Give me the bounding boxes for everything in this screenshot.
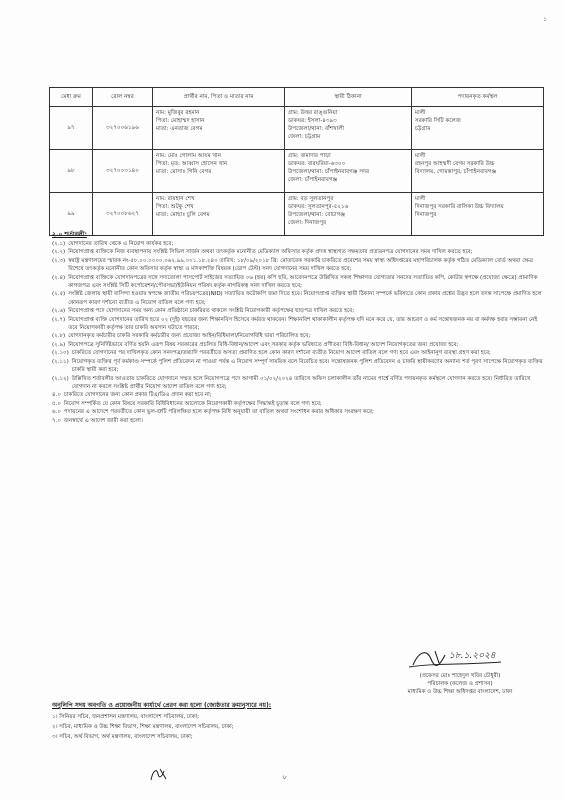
condition-text: উল্লিখিত শর্তাবলীর আওতায় চাকরিতে যোগদানে সম্মত হলে নিয়োগপত্রে পদে আগামী ০১/০২/২০২৪ তারিখে অফিস চলাকালীন তাঁর নামের পার্শ্বে বর্ণিত পদায়নকৃত কর্মস্থলে যোগদান করতে হবে। নির্ধারিত তারিখে যোগদান না করলে সংশ্লিষ্ট প্রার্থীর নিয়োগ আদেশ বাতিল বলে গণ্য হবে; — [71, 375, 531, 390]
father-name: পিতা: মৃত: আব্বাস হোসেন খান — [156, 161, 228, 167]
condition-item — [52, 290, 544, 307]
header-address: স্থায়ী ঠিকানা — [285, 88, 412, 107]
header-name: প্রার্থীর নাম, পিতা ও মাতার নাম — [153, 88, 285, 107]
posting-cell — [412, 193, 544, 236]
order-item — [52, 400, 544, 408]
condition-text: নিয়োগপ্রাপ্ত ব্যক্তিকে নিজ ব্যবস্থাপনায় সংশ্লিষ্ট সিভিল সার্জন অথবা তৎকর্তৃক মনোনীত মেডিক্যাল অফিসার কর্তৃক প্রদত্ত স্বাস্থ্যগত সক্ষমতার প্রত্যয়নপত্র যোগদানের সময় দাখিল করতে হবে; — [68, 249, 473, 256]
condition-number: (২.১) — [52, 241, 66, 247]
condition-item — [52, 349, 544, 357]
header-post: পদায়নকৃত কর্মস্থল — [412, 88, 544, 107]
list-item: ২। সচিব, মাধ্যমিক ও উচ্চ শিক্ষা বিভাগ, শিক্ষা মন্ত্রণালয়, বাংলাদেশ সচিবালয়, ঢাকা; — [52, 723, 234, 730]
address-cell — [285, 107, 412, 150]
order-item — [52, 417, 544, 425]
page-number: ৮ — [283, 774, 287, 781]
table-row — [50, 193, 544, 236]
appointment-table — [49, 87, 544, 236]
post-location: বিদ্যালয়, গোমস্তাপুর, চাঁপাইনবাবগঞ্জ — [415, 169, 497, 175]
list-item: ১। সিনিয়র সচিব, জনপ্রশাসন মন্ত্রণালয়, বাংলাদেশ সচিবালয়, ঢাকা; — [52, 714, 200, 720]
address-post: ডাকঘর: ইসলা-৪৩৯৩ — [288, 118, 337, 124]
address-upazila: উপজেলা/থানা: বাঁশখালী — [288, 126, 345, 132]
condition-item — [52, 248, 544, 256]
condition-text: সংশ্লিষ্ট জেলায় স্থায়ী বাসিন্দা হওয়ার স্বপক্ষে জাতীয় পরিচয়পত্রের(NID) সত্যায়িত ফটোকপি জমা দিতে হবে। নিয়োগপ্রাপ্ত ব্যক্তির স্থায়ী ঠিকানা সম্পর্কে ভবিষ্যতে কোন প্রকার প্রশ্নের উদ্ভব হলে তদন্ত সাপেক্ষে প্রমাণিত হলে কোনরূপ কারণ দর্শানো ব্যতীত এ নিয়োগ বাতিল বলে গণ্য হবে; — [68, 291, 542, 306]
address-district: জেলা: চাঁপাইনবাবগঞ্জ — [288, 177, 338, 183]
copy-recipients-title: অনুলিপি সদয় অবগতি ও প্রয়োজনীয় কার্যার্থে প্রেরণ করা হলো (জ্যেষ্ঠতার ক্রমানুসারে নয়): — [52, 702, 272, 709]
post-location: চট্টগ্রাম — [415, 126, 431, 132]
mother-name: মাতা: এনতাজ বেগম — [156, 126, 203, 132]
address-district: জেলা: দিনাজপুর — [288, 220, 327, 226]
copy-recipients-list — [52, 713, 532, 742]
conditions-list — [52, 240, 544, 425]
signatory-office: মাধ্যমিক ও উচ্চ শিক্ষা অধিদপ্তর বাংলাদেশ, ঢাকা — [407, 689, 513, 695]
order-text: চাকরিতে যোগদানের জন্য কোন প্রকার টিএ/ডিএ প্রদান করা হবে না; — [63, 392, 212, 399]
condition-item — [52, 341, 544, 349]
condition-text: নিয়োগপ্রাপ্ত ব্যক্তিকে যোগদানপত্রের সঙ্গে সদ্যতোলা পাসপোর্ট সাইজের সত্যায়িত ০৬ (ছয়) কপি ছবি, আবেদনপত্রে উল্লিখিত সকল শিক্ষাগত যোগ্যতার সনদের সত্যায়িত কপি, কোটার স্বপক্ষে (প্রযোজ্য ক্ষেত্রে) প্রামাণিক কাগজপত্র এবং সংশ্লিষ্ট সিটি কর্পোরেশন/পৌরসভা/ইউনিয়ন পরিষদ কর্তৃক নাগরিকত্ব সনদ দাখিল করতে হবে; — [68, 274, 538, 290]
father-name: পিতা: শুটকু শেখ — [156, 204, 194, 210]
table-row — [50, 150, 544, 193]
name-cell — [153, 150, 285, 193]
address-upazila: উপজেলা/থানা: বোচাগঞ্জ — [288, 212, 346, 218]
candidate-name: নাম: মোঃ গোলাম আযম খান — [156, 153, 221, 159]
condition-number: (২.১০) — [52, 350, 69, 357]
table-header-row — [50, 88, 544, 107]
table-row — [50, 107, 544, 150]
order-text: জনস্বার্থে এ আদেশ জারী করা হলো। — [63, 417, 143, 424]
roll-cell: ৩২৭০০৮৬২৭ — [93, 193, 153, 236]
list-item: ৩। সচিব, অর্থ বিভাগ, অর্থ মন্ত্রণালয়, বাংলাদেশ সচিবালয়, ঢাকা; — [52, 733, 193, 740]
condition-number: (২.৯) — [52, 341, 66, 348]
condition-number: (২.৮) — [52, 333, 66, 340]
condition-text: নিয়োগপ্রাপ্ত পদে যোগদানের সময় অন্য কোন প্রতিষ্ঠানে চাকরিরত থাকলে সংশ্লিষ্ট নিয়োগকারী কর্তৃপক্ষের ছাড়পত্র দাখিল করতে হবে; — [68, 308, 355, 315]
condition-number: (২.১২) — [52, 375, 69, 382]
condition-item — [52, 316, 544, 333]
signature-block — [375, 645, 545, 696]
conditions-title: ২.০ শর্তাবলী: — [52, 231, 87, 238]
condition-text: নিয়োগকৃত ব্যক্তির পূর্ব কর্মকাণ্ড সম্পর্কে পুলিশ প্রতিবেদন না পাওয়া পর্যন্ত এ নিয়োগ সম্পূর্ণ সাময়িক বলে বিবেচিত হবে। সন্তোষজনক পুলিশ প্রতিবেদন ও চাকরি স্থায়ীকরণের অন্যান্য শর্ত পূরণ সাপেক্ষে নিয়োগকৃত ব্যক্তির চাকরি স্থায়ী করা হবে; — [71, 358, 543, 374]
address-cell — [285, 150, 412, 193]
signatory-designation: পরিচালক (কলেজ ও প্রশাসন) — [427, 681, 493, 687]
address-village: গ্রাম: বড় সুলতানপুর — [288, 196, 334, 202]
order-item — [52, 408, 544, 416]
posting-cell — [412, 150, 544, 193]
name-cell — [153, 107, 285, 150]
post-institution: রহনপুর আহম্মদী বেগম সরকারি উচ্চ — [415, 161, 495, 167]
father-name: পিতা: মোহাম্মদ হাসান — [156, 118, 205, 124]
condition-item — [52, 240, 544, 248]
order-text: নিয়োগ সম্পর্কিত যে কোন বিষয়ে সরকারি বিধিবিধানের আলোকে নিয়োগকারী কর্তৃপক্ষের সিদ্ধান্তই চূড়ান্ত বলে গণ্য হবে; — [63, 400, 322, 407]
address-village: গ্রাম: জমাদার পাড়া — [288, 153, 331, 159]
order-number: ৭.০ — [52, 417, 61, 424]
mother-name: মাতা: মোসাঃ গিনি বেগম — [156, 169, 212, 175]
condition-text: নিয়োগপ্রাপ্ত ব্যক্তি যোগদানের তারিখ হতে ০২ (দুই) বছরের জন্য শিক্ষানবিস হিসেবে কর্মরত থাকবেন। শিক্ষানবিশ থাকাকালীন কর্তৃপক্ষ যদি মনে করে যে, তার আচরণ ও কর্ম সন্তোষজনক নয় বা কর্মদক্ষ হবার সম্ভাবনা নেই তবে নিয়োগকারী কর্তৃপক্ষ তার চাকরি অবসান ঘটাতে পারবে; — [68, 316, 538, 332]
handwritten-initial — [148, 765, 170, 783]
condition-item — [52, 307, 544, 315]
condition-number: (২.৭) — [52, 316, 66, 323]
address-post: ডাকঘর: বারঘরিয়া-৬৩০০ — [288, 161, 346, 167]
page-corner-mark: ১ — [543, 16, 547, 23]
header-roll: রোল নম্বর — [93, 88, 153, 107]
order-number: ৫.০ — [52, 400, 61, 407]
condition-item — [52, 257, 544, 274]
posting-cell — [412, 107, 544, 150]
order-number: ৪.০ — [52, 392, 61, 399]
handwritten-signature — [405, 645, 515, 671]
condition-number: (২.২) — [52, 249, 66, 256]
condition-text: চাকরিতে যোগদানের পর দাখিলকৃত কোন সনদপত্র/তথ্যাদি পরবর্তীতে অসত্য প্রমাণিত হলে কোন কারণ দর্শানো ব্যতীত নিয়োগ আদেশ বাতিল বলে গণ্য হবে এবং আইনানুগ ব্যবস্থা গ্রহণ করা হবে; — [71, 350, 491, 357]
condition-text: স্বরাষ্ট্র মন্ত্রণালয়ের স্মারক নং-৫৮.০০.০০০০.০৬২.৯৯.০০১.১৮.২৪০ তারিখ: ১৮/০৯/২০১৮ খ্রি: মোতাবেক সরকারি চাকরিতে প্রবেশের সময় স্বাস্থ্য অধিদপ্তরের মহাপরিচালক কর্তৃক গঠিত মেডিক্যাল বোর্ড অথবা ক্ষেত্র বিশেষে তৎকর্তৃক মনোনীত কোন অফিসার কর্তৃক স্বাস্থ্য ও মাদকাশক্তি বিষয়ক (ডোপ টেস্ট) সনদ যোগদানের সময় দাখিল করতে হবে; — [68, 257, 533, 273]
post-location: দিনাজপুর — [415, 212, 437, 218]
condition-item — [52, 375, 544, 392]
condition-text: নিয়োগপত্রে সুনির্দিষ্টভাবে বর্ণিত হয়নি এরূপ বিষয় সরকারের প্রচলিত বিধি-বিধান/আদেশ এবং সরকার কর্তৃক ভবিষ্যতে প্রণীতব্য বিধি-বিধান/ আদেশ নিয়োগকৃতের জন্য প্রযোজ্য হবে; — [68, 341, 459, 348]
order-item — [52, 391, 544, 399]
name-cell — [153, 193, 285, 236]
roll-cell: ৩২৭০০৬১৯৬ — [93, 107, 153, 150]
address-upazila: উপজেলা/থানা: চাঁপাইনবাবগঞ্জ সদর — [288, 169, 370, 175]
candidate-name: নাম: মুজিবুর রহমান — [156, 110, 200, 116]
serial-cell: ৯৭ — [50, 107, 93, 150]
condition-item — [52, 332, 544, 340]
address-cell — [285, 193, 412, 236]
condition-number: (২.৩) — [52, 257, 66, 264]
serial-cell: ৯৮ — [50, 150, 93, 193]
post-institution: সরকারি সিটি কলেজ — [415, 118, 461, 124]
condition-number: (২.৬) — [52, 308, 66, 315]
order-number: ৬.০ — [52, 409, 61, 416]
post-institution: দিনাজপুর সরকারি বালিকা উচ্চ বিদ্যালয় — [415, 204, 504, 210]
post-title: মালী — [415, 153, 426, 159]
signatory-name: (প্রফেসর মোঃ শাহেদুল খবির চৌধুরী) — [419, 673, 501, 679]
roll-cell: ৩২৭০০৩১৪০ — [93, 150, 153, 193]
post-title: মালী — [415, 196, 426, 202]
address-district: জেলা: চট্টগ্রাম — [288, 134, 321, 140]
post-title: মালী — [415, 110, 426, 116]
signature-date: ১৮.১.২০২৪ — [449, 651, 496, 661]
header-serial: মেধা ক্রম — [50, 88, 93, 107]
condition-text: যোগদানকৃত কর্মচারীর চাকরি সরকারি কর্মচারীর জন্য প্রযোজ্য আইন/বিধিমালা/নিয়োগবিধি দ্বারা পরিচালিত হবে; — [68, 333, 311, 340]
condition-item — [52, 274, 544, 291]
address-village: গ্রাম: উত্তর রাঙ্গুনিয়া — [288, 110, 338, 116]
condition-text: যোগদানের তারিখ থেকে এ নিয়োগ কার্যকর হবে; — [68, 241, 174, 247]
serial-cell: ৯৯ — [50, 193, 93, 236]
mother-name: মাতা: মোছাঃ চুলি বেগম — [156, 212, 210, 218]
address-post: ডাকঘর: সুলতানপুর-৫২১৬ — [288, 204, 349, 210]
candidate-name: নাম: রায়হান শেখ — [156, 196, 195, 202]
condition-number: (২.১১) — [52, 358, 69, 365]
condition-number: (২.৪) — [52, 274, 66, 281]
condition-number: (২.৫) — [52, 291, 66, 298]
condition-item — [52, 358, 544, 375]
order-text: পদায়নের এ আদেশে পরবর্তীতে কোন ভুল-ত্রুটি পরিলক্ষিত হলে কর্তৃপক্ষ বিধি অনুযায়ী তা বাতিল অথবা সংশোধন করার অধিকার সংরক্ষণ করে; — [63, 409, 374, 416]
